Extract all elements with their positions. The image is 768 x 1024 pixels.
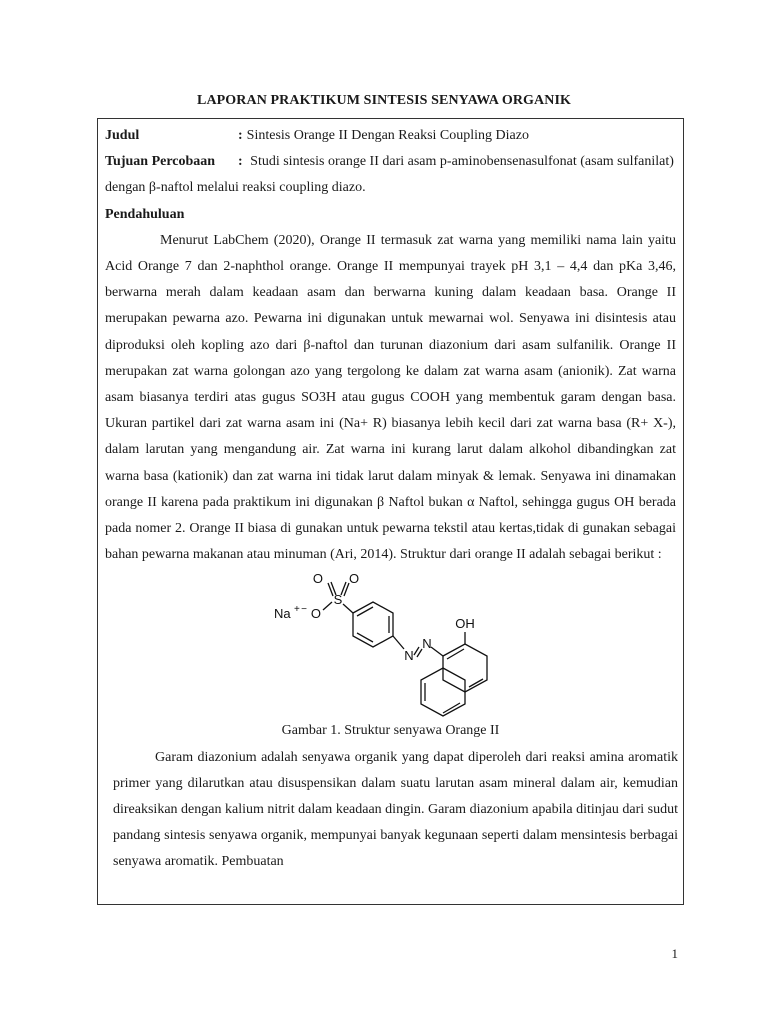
judul-value: Sintesis Orange II Dengan Reaksi Coupling Diazo (246, 128, 529, 143)
judul-label: Judul (105, 128, 140, 143)
oxygen-atom-1: O (312, 571, 323, 587)
judul-colon: : (238, 128, 243, 143)
oxygen-anion: O (310, 606, 321, 622)
figure-caption: Gambar 1. Struktur senyawa Orange II (281, 723, 500, 739)
judul-row (105, 123, 676, 149)
section-heading: Pendahuluan (105, 206, 185, 222)
orange-ii-structure-figure (105, 570, 676, 720)
report-table (97, 118, 684, 905)
diazonium-paragraph: Garam diazonium adalah senyawa organik yang dapat diperoleh dari reaksi amina aromatik primer yang dilarutkan atau disuspensikan dalam suatu larutan asam mineral dalam air, kemudian direaksikan dengan kalium nitrit dalam keadaan dingin. Garam diazonium apabila ditinjau dari sudut pandang sintesis senyawa organik, mempunyai banyak kegunaan seperti dalam mensintesis berbagai senyawa aromatik. Pembuatan (113, 749, 678, 870)
page-number: 1 (671, 946, 678, 961)
intro-paragraph: Menurut LabChem (2020), Orange II termasuk zat warna yang memiliki nama lain yaitu Acid Orange 7 dan 2-naphthol orange. Orange II mempunyai trayek pH 3,1 – 4,4 dan pKa 3,46, berwarna merah dalam keadaan asam dan berwarna kuning dalam keadaan basa. Orange II merupakan pewarna azo. Pewarna ini digunakan untuk mewarnai wol. Senyawa ini disintesis atau diproduksi oleh kopling azo dari β-naftol dan turunan diazonium dari asam sulfanilik. Orange II merupakan zat warna golongan azo yang tergolong ke dalam zat warna asam (anionik). Zat warna asam biasanya terdiri atas gugus SO3H atau gugus COOH yang membentuk garam dengan basa. Ukuran partikel dari zat warna asam ini (Na+ R) biasanya lebih kecil dari zat warna basa (R+ X-), dalam larutan yang mengandung air. Zat warna ini kurang larut dalam alkohol dibandingkan zat warna basa (kationik) dan zat warna ini tidak larut dalam minyak & lemak. Senyawa ini dinamakan orange II karena pada praktikum ini digunakan β Naftol bukan α Naftol, sehingga gugus OH berada pada nomer 2. Orange II biasa di gunakan untuk pewarna tekstil atau kertas,tidak di gunakan sebagai bahan pewarna makanan atau minuman (Ari, 2014). Struktur dari orange II adalah sebagai berikut : (105, 232, 676, 563)
oxygen-atom-2: O (348, 571, 359, 587)
sodium-charge: + (293, 604, 300, 616)
nitrogen-atom-1: N (403, 648, 414, 664)
tujuan-value: Studi sintesis orange II dari asam p-aminobensenasulfonat (asam sulfanilat) dengan β-naftol melalui reaksi coupling diazo. (105, 154, 674, 196)
nitrogen-atom-2: N (421, 636, 432, 652)
sodium-label: Na (273, 606, 291, 622)
tujuan-label: Tujuan Percobaan (105, 154, 216, 170)
tujuan-row (105, 149, 676, 201)
sulfur-atom: S (333, 592, 342, 608)
document-title: LAPORAN PRAKTIKUM SINTESIS SENYAWA ORGANIK (197, 93, 571, 108)
tujuan-colon: : (238, 154, 243, 170)
orange-ii-structure-diagram (261, 570, 521, 720)
hydroxyl-group: OH (454, 616, 475, 632)
oxygen-negative-charge: − (300, 604, 307, 616)
